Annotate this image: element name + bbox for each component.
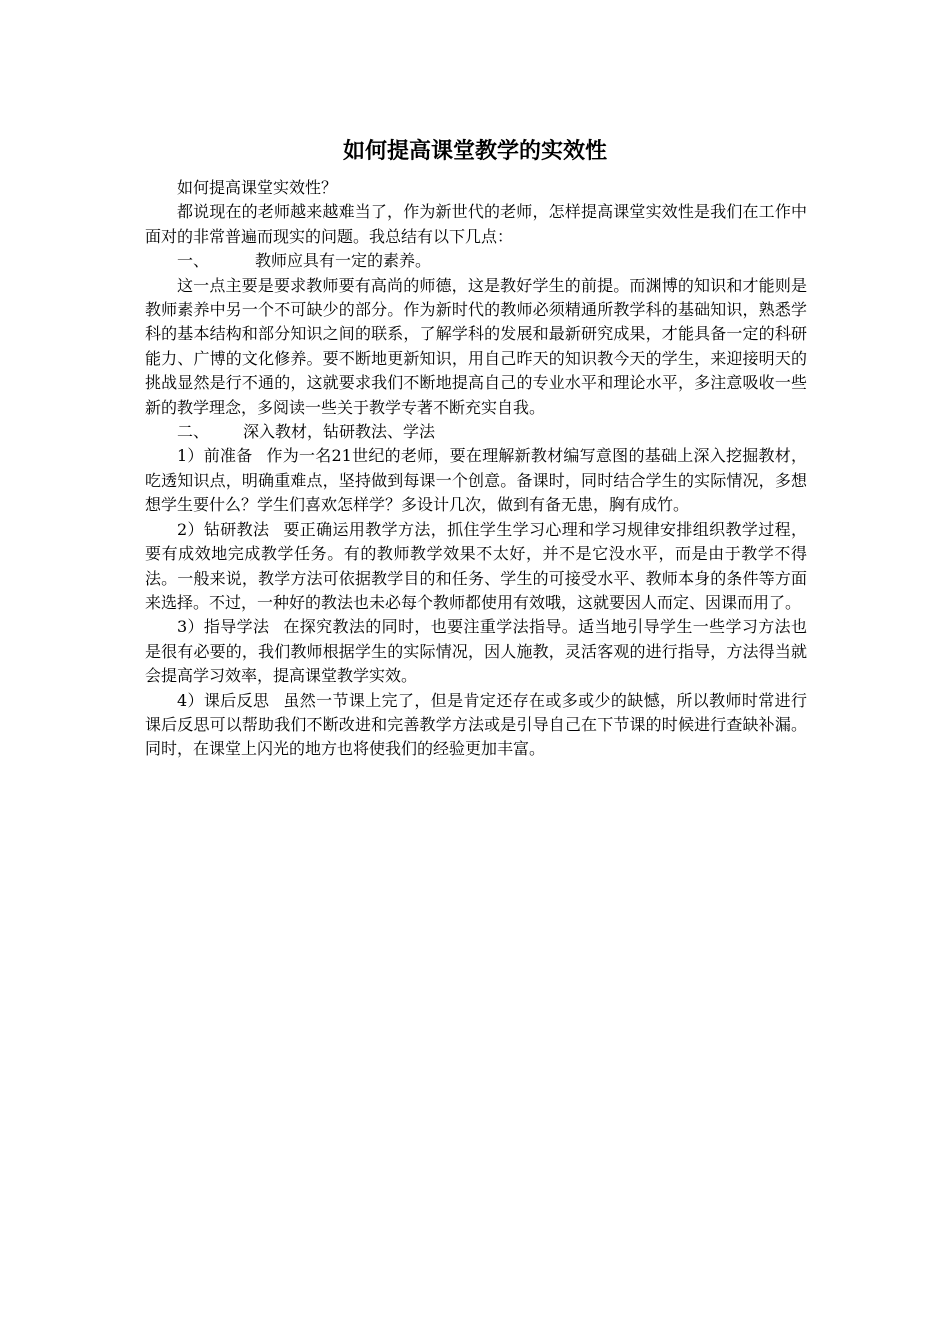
- section2-item-3: [145, 615, 807, 688]
- document-body: [145, 176, 807, 762]
- section2-number: 二、: [177, 422, 210, 442]
- item-text: 要正确运用教学方法，抓住学生学习心理和学习规律安排组织教学过程，要有成效地完成教学任务。有的教师教学效果不太好，并不是它没水平，而是由于教学不得法。一般来说，教学方法可依据教学目的和任务、学生的可接受水平、教师本身的条件等方面来选择。不过，一种好的教法也未必每个教师都使用有效哦，这就要因人而定、因课而用了。: [145, 519, 807, 612]
- item-text: 作为一名21世纪的老师，要在理解新教材编写意图的基础上深入挖掘教材，吃透知识点，明确重难点，坚持做到每课一个创意。备课时，同时结合学生的实际情况，多想想学生要什么？学生们喜欢怎样学？多设计几次，做到有备无患，胸有成竹。: [145, 446, 807, 515]
- document-title: 如何提高课堂教学的实效性: [342, 138, 607, 164]
- section2-item-2: [145, 518, 807, 616]
- item-text: 虽然一节课上完了，但是肯定还存在或多或少的缺憾，所以教师时常进行课后反思可以帮助我们不断改进和完善教学方法或是引导自己在下节课的时候进行查缺补漏。同时，在课堂上闪光的地方也将使我们的经验更加丰富。: [145, 690, 807, 759]
- section1-paragraph: 这一点主要是要求教师要有高尚的师德，这是教好学生的前提。而渊博的知识和才能则是教师素养中另一个不可缺少的部分。作为新时代的教师必须精通所教学科的基础知识，熟悉学科的基本结构和部分知识之间的联系，了解学科的发展和最新研究成果，才能具备一定的科研能力、广博的文化修养。要不断地更新知识，用自己昨天的知识教今天的学生，来迎接明天的挑战显然是行不通的，这就要求我们不断地提高自己的专业水平和理论水平，多注意吸收一些新的教学理念，多阅读一些关于教学专著不断充实自我。: [145, 275, 807, 417]
- section1-heading: [145, 249, 807, 273]
- section2-heading-text: 深入教材，钻研教法、学法: [243, 422, 436, 442]
- item-label: 3）指导学法: [177, 617, 270, 637]
- section1-heading-text: 教师应具有一定的素养。: [255, 251, 432, 271]
- section2-item-1: [145, 444, 807, 517]
- section2-heading: [145, 420, 807, 444]
- item-label: 1）前准备: [177, 446, 253, 466]
- section2-item-4: [145, 689, 807, 762]
- section1-number: 一、: [177, 251, 210, 271]
- item-label: 4）课后反思: [177, 690, 270, 710]
- intro-question: 如何提高课堂实效性？: [177, 178, 338, 197]
- item-text: 在探究教法的同时，也要注重学法指导。适当地引导学生一些学习方法也是很有必要的，我们教师根据学生的实际情况，因人施教，灵活客观的进行指导，方法得当就会提高学习效率，提高课堂教学实效。: [145, 617, 807, 686]
- item-label: 2）钻研教法: [177, 519, 270, 539]
- intro-paragraph: 都说现在的老师越来越难当了，作为新世代的老师，怎样提高课堂实效性是我们在工作中面对的非常普遍而现实的问题。我总结有以下几点：: [145, 202, 807, 246]
